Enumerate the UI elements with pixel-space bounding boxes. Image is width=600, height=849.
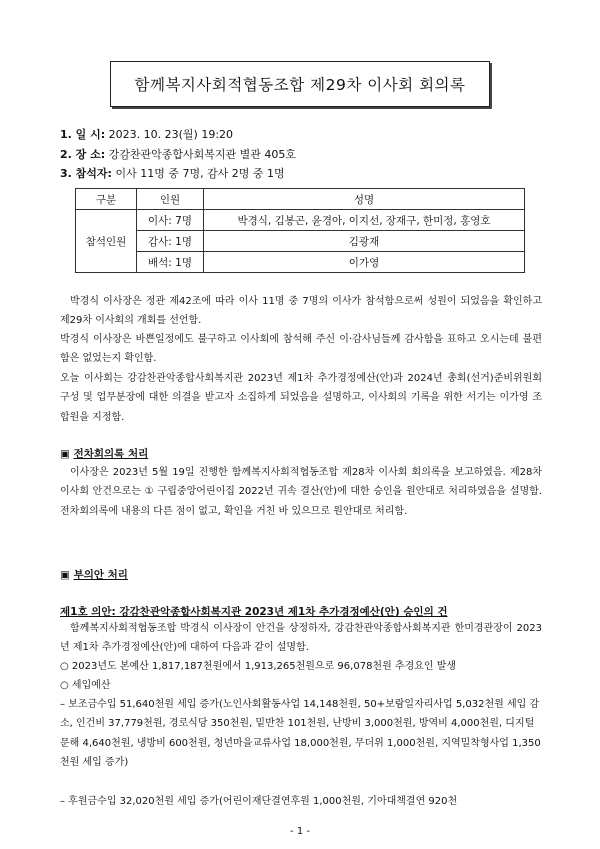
table-header-category: 구분 <box>76 189 137 210</box>
table-row <box>76 252 525 273</box>
table-group-label: 참석인원 <box>76 210 137 273</box>
table-cell-role: 배석: 1명 <box>137 252 204 273</box>
table-cell-role: 이사: 7명 <box>137 210 204 231</box>
section-heading-agenda: ▣ 부의안 처리 <box>60 569 128 581</box>
meta-place: 2. 장 소: 강감찬관악종합사회복지관 별관 405호 <box>60 148 297 161</box>
table-header-count: 인원 <box>137 189 204 210</box>
attendance-table <box>75 188 525 273</box>
square-bullet-icon: ▣ <box>60 448 74 460</box>
meta-attendees: 3. 참석자: 이사 11명 중 7명, 감사 2명 중 1명 <box>60 167 285 180</box>
table-row <box>76 231 525 252</box>
section-body-previous-minutes: 이사장은 2023년 5월 19일 진행한 함께복지사회적협동조합 제28차 이사회 회의록을 보고하였음. 제28차 이사회 안건으로는 ① 구립중앙어린이집 2022년 귀속 결산(안)에 대한 승인을 원안대로 처리하였음을 설명함. 전차회의록에 내용의 다른 점이 없고, 확인을 거친 바 있으므로 원안대로 처리함. <box>60 467 542 517</box>
page-number: - 1 - <box>290 826 310 837</box>
meta-date: 1. 일 시: 2023. 10. 23(월) 19:20 <box>60 128 234 141</box>
table-cell-names: 김광재 <box>204 231 525 252</box>
agenda-1-sub-subsidy: – 보조금수입 51,640천원 세입 증가(노인사회활동사업 14,148천원, 50+보람일자리사업 5,032천원 세입 감소, 인건비 37,779천원, 경로식당 350천원, 밑반찬 101천원, 난방비 3,000천원, 방역비 4,000천원, 디지털문해 4,640천원, 냉방비 600천원, 청년마을교류사업 18,000천원, 무더위 1,000천원, 지역밀착형사업 1,350천원 세입 증가) <box>60 699 541 769</box>
document-title: 함께복지사회적협동조합 제29차 이사회 회의록 <box>110 61 490 107</box>
intro-paragraph-1: 박경식 이사장은 정관 제42조에 따라 이사 11명 중 7명의 이사가 참석함으로써 성원이 되었음을 확인하고 제29차 이사회의 개회를 선언함. <box>60 296 542 327</box>
table-cell-role: 감사: 1명 <box>137 231 204 252</box>
table-cell-names: 박경식, 김봉곤, 윤경아, 이지선, 장재구, 한미정, 홍영호 <box>204 210 525 231</box>
intro-paragraph-3: 오늘 이사회는 강감찬관악종합사회복지관 2023년 제1차 추가경정예산(안)과 2024년 총회(선거)준비위원회 구성 및 업무분장에 대한 의결을 받고자 소집하게 되었음을 설명하고, 이사회의 기록을 위한 서기는 이가영 조합원을 지정함. <box>60 373 542 423</box>
agenda-1-bullet-revenue: ○ 세입예산 <box>60 680 111 691</box>
intro-paragraph-2: 박경식 이사장은 바쁜일정에도 불구하고 이사회에 참석해 주신 이·감사님들께 감사함을 표하고 오시는데 불편함은 없었는지 확인함. <box>60 334 542 365</box>
table-header-names: 성명 <box>204 189 525 210</box>
agenda-1-bullet-budget: ○ 2023년도 본예산 1,817,187천원에서 1,913,265천원으로 96,078천원 추경요인 발생 <box>60 661 457 672</box>
table-row <box>76 210 525 231</box>
table-header-row <box>76 189 525 210</box>
agenda-1-title: 제1호 의안: 강감찬관악종합사회복지관 2023년 제1차 추가경정예산(안) 승인의 건 <box>60 606 448 618</box>
agenda-1-body: 함께복지사회적협동조합 박경식 이사장이 안건을 상정하자, 강감찬관악종합사회복지관 한미경관장이 2023년 제1차 추가경정예산(안)에 대하여 다음과 같이 설명함. <box>60 623 542 654</box>
section-heading-previous-minutes: ▣ 전차회의록 처리 <box>60 448 149 460</box>
square-bullet-icon: ▣ <box>60 569 74 581</box>
table-cell-names: 이가영 <box>204 252 525 273</box>
agenda-1-sub-donation: – 후원금수입 32,020천원 세입 증가(어린이재단결연후원 1,000천원, 기아대책결연 920천 <box>60 796 458 807</box>
